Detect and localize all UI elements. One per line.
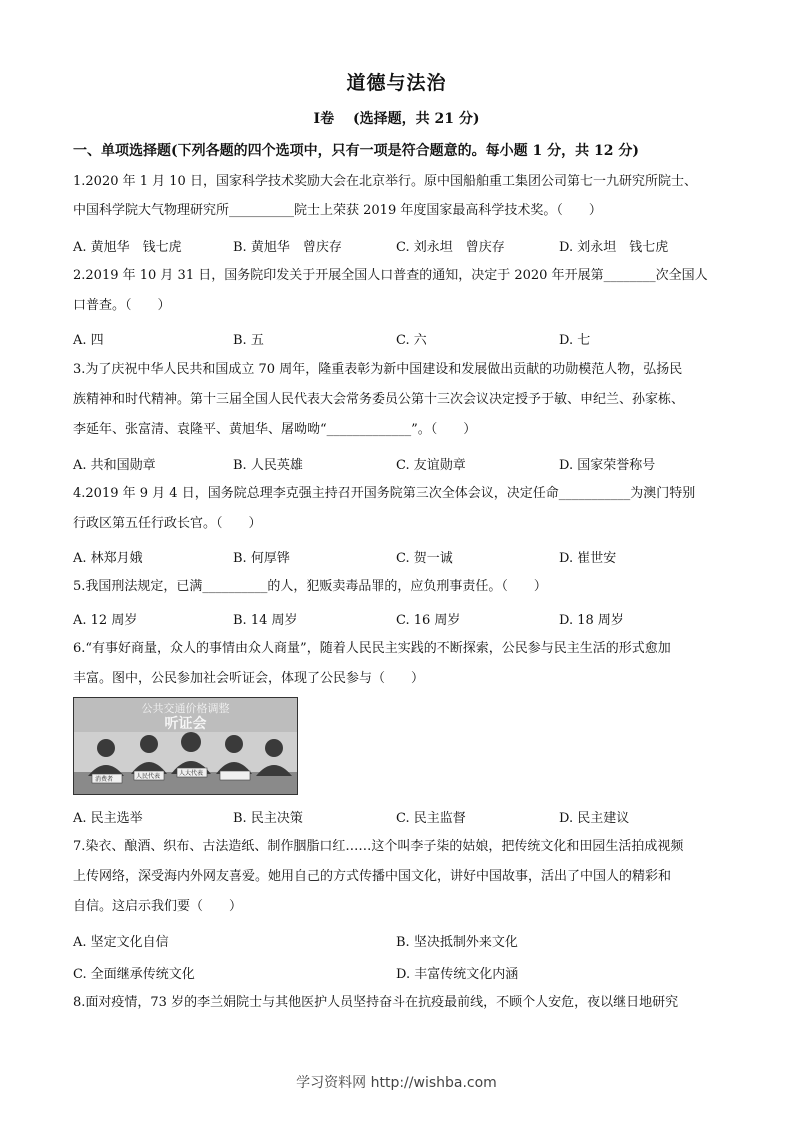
banner-text-line-2: 听证会	[164, 716, 207, 732]
placard-npc-rep: 人大代表	[179, 770, 204, 777]
q2-option-a: A. 四	[73, 333, 104, 348]
section-subtitle: Ⅰ卷 (选择题，共 21 分)	[313, 111, 480, 127]
q3-line-2: 族精神和时代精神。第十三届全国人民代表大会常务委员公第十三次会议决定授予于敏、申纪兰、孙家栋、	[73, 392, 685, 407]
q1-line-1: 1.2020 年 1 月 10 日，国家科学技术奖励大会在北京举行。原中国船舶重工集团公司第七一九研究所院士、	[73, 174, 697, 189]
q2-option-b: B. 五	[233, 333, 264, 348]
q2-option-c: C. 六	[396, 333, 427, 348]
banner-text-line-1: 公共交通价格调整	[141, 702, 230, 715]
q7-option-a: A. 坚定文化自信	[73, 935, 169, 950]
q6-line-1: 6.“有事好商量，众人的事情由众人商量”，随着人民民主实践的不断探索，公民参与民主生活的形式愈加	[73, 641, 671, 656]
q3-option-b: B. 人民英雄	[233, 458, 303, 473]
footer-watermark: 学习资料网 http://wishba.com	[296, 1075, 497, 1091]
q7-option-b: B. 坚决抵制外来文化	[396, 935, 518, 950]
q4-option-b: B. 何厚铧	[233, 551, 290, 566]
q7-line-3: 自信。这启示我们要（ ）	[73, 899, 243, 914]
q1-option-d: D. 刘永坦 钱七虎	[559, 240, 669, 255]
q2-line-2: 口普查。（ ）	[73, 298, 171, 313]
q5-option-b: B. 14 周岁	[233, 613, 298, 628]
q4-option-c: C. 贺一诚	[396, 551, 453, 566]
q4-line-2: 行政区第五任行政长官。（ ）	[73, 516, 262, 531]
q3-line-1: 3.为了庆祝中华人民共和国成立 70 周年，隆重表彰为新中国建设和发展做出贡献的功勋模范人物，弘扬民	[73, 362, 683, 377]
hearing-scene-illustration	[74, 698, 297, 794]
q6-option-c: C. 民主监督	[396, 811, 466, 826]
q5-option-a: A. 12 周岁	[73, 613, 138, 628]
q2-option-d: D. 七	[559, 333, 591, 348]
q6-option-d: D. 民主建议	[559, 811, 630, 826]
q2-line-1: 2.2019 年 10 月 31 日，国务院印发关于开展全国人口普查的通知，决定于 2020 年开展第________次全国人	[73, 268, 708, 283]
hearing-photo	[73, 697, 298, 795]
q1-option-c: C. 刘永坦 曾庆存	[396, 240, 505, 255]
q4-option-d: D. 崔世安	[559, 551, 617, 566]
q1-option-b: B. 黄旭华 曾庆存	[233, 240, 342, 255]
q3-option-a: A. 共和国勋章	[73, 458, 156, 473]
q7-option-d: D. 丰富传统文化内涵	[396, 967, 519, 982]
placard-consumer: 消费者	[95, 776, 114, 783]
q1-line-2: 中国科学院大气物理研究所__________院士上荣获 2019 年度国家最高科学技术奖。（ ）	[73, 203, 602, 218]
q7-line-2: 上传网络，深受海内外网友喜爱。她用自己的方式传播中国文化，讲好中国故事，活出了中国人的精彩和	[73, 869, 672, 884]
q4-line-1: 4.2019 年 9 月 4 日，国务院总理李克强主持召开国务院第三次全体会议，决定任命___________为澳门特别	[73, 486, 696, 501]
q5-option-d: D. 18 周岁	[559, 613, 624, 628]
q6-option-b: B. 民主决策	[233, 811, 303, 826]
q3-option-d: D. 国家荣誉称号	[559, 458, 656, 473]
q6-option-a: A. 民主选举	[73, 811, 143, 826]
section-heading: 一、单项选择题(下列各题的四个选项中，只有一项是符合题意的。每小题 1 分，共 12 分)	[73, 143, 639, 159]
q7-line-1: 7.染衣、酿酒、织布、古法造纸、制作胭脂口红……这个叫李子柒的姑娘，把传统文化和田园生活拍成视频	[73, 839, 684, 854]
page-title: 道德与法治	[346, 72, 447, 94]
q4-option-a: A. 林郑月娥	[73, 551, 143, 566]
q8-line-1: 8.面对疫情，73 岁的李兰娟院士与其他医护人员坚持奋斗在抗疫最前线，不顾个人安危，夜以继日地研究	[73, 995, 679, 1010]
q3-option-c: C. 友谊勋章	[396, 458, 466, 473]
q5-option-c: C. 16 周岁	[396, 613, 461, 628]
q5-line-1: 5.我国刑法规定，已满__________的人，犯贩卖毒品罪的，应负刑事责任。（ ）	[73, 579, 547, 594]
q7-option-c: C. 全面继承传统文化	[73, 967, 195, 982]
q1-option-a: A. 黄旭华 钱七虎	[73, 240, 182, 255]
q6-line-2: 丰富。图中，公民参加社会听证会，体现了公民参与（ ）	[73, 671, 425, 686]
q3-line-3: 李延年、张富清、袁隆平、黄旭华、屠呦呦“_____________”。（ ）	[73, 422, 477, 437]
placard-people-rep: 人民代表	[136, 773, 161, 780]
